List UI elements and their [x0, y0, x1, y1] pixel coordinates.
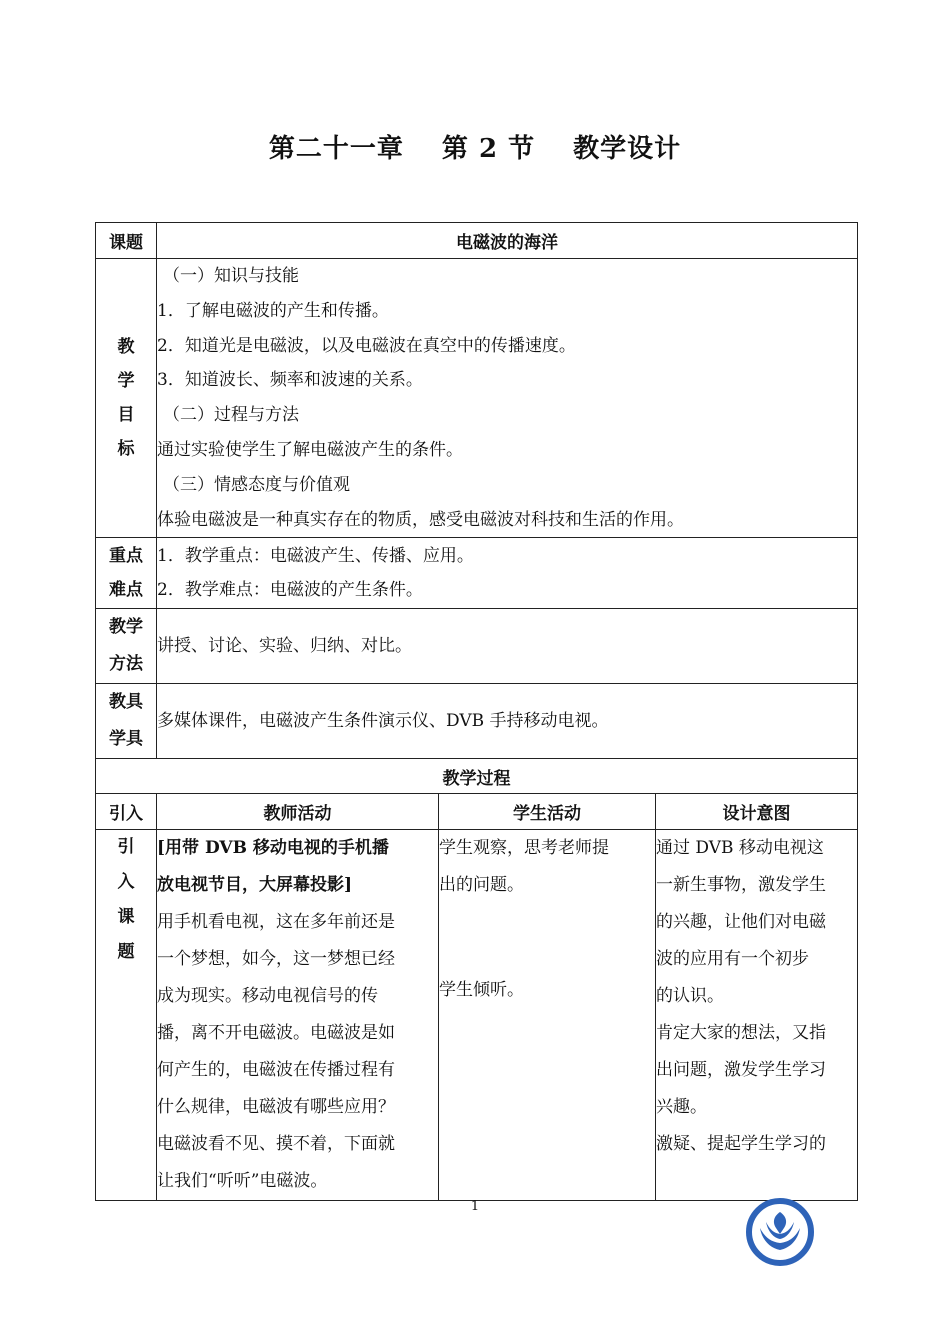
title-chapter: 第二十一章 — [268, 134, 404, 164]
objectives-label: 教 学 目 标 — [96, 259, 157, 538]
student-line — [439, 904, 655, 941]
topic-label: 课题 — [96, 223, 157, 259]
process-heading-row — [96, 759, 858, 794]
intro-label: 引 入 课 题 — [96, 830, 157, 1201]
teacher-line: 什么规律，电磁波有哪些应用？ — [157, 1097, 395, 1118]
keypoint-line: 1．教学重点：电磁波产生、传播、应用。 — [157, 545, 474, 566]
teacher-line: 何产生的，电磁波在传播过程有 — [157, 1060, 395, 1081]
methods-label: 教学 方法 — [96, 609, 157, 684]
process-heading: 教学过程 — [96, 759, 858, 794]
col-header-intro: 引入 — [96, 794, 157, 830]
objectives-content — [157, 259, 858, 538]
student-activity — [439, 830, 656, 1201]
student-line — [439, 941, 655, 972]
objective-line: 1．了解电磁波的产生和传播。 — [157, 300, 389, 321]
objectives-row — [96, 259, 858, 538]
intent-line: 兴趣。 — [656, 1097, 707, 1118]
page-title — [0, 128, 950, 165]
intent-line: 的兴趣，让他们对电磁 — [656, 912, 826, 933]
objective-line: 通过实验使学生了解电磁波产生的条件。 — [157, 439, 463, 460]
objective-line: 3．知道波长、频率和波速的关系。 — [157, 370, 423, 391]
student-line: 出的问题。 — [439, 875, 524, 896]
intent-line: 的认识。 — [656, 986, 724, 1007]
intent-line: 一新生事物，激发学生 — [656, 875, 826, 896]
school-logo-icon — [746, 1198, 814, 1266]
tools-label: 教具 学具 — [96, 684, 157, 759]
col-header-student: 学生活动 — [439, 794, 656, 830]
title-section: 第 2 节 — [441, 134, 536, 164]
intent-line: 肯定大家的想法，又指 — [656, 1023, 826, 1044]
intent-line: 通过 DVB 移动电视这 — [656, 838, 824, 859]
objective-line: （三）情感态度与价值观 — [163, 474, 350, 495]
page-number: 1 — [470, 1199, 480, 1214]
tools-value: 多媒体课件，电磁波产生条件演示仪、DVB 手持移动电视。 — [157, 684, 858, 759]
col-header-intent: 设计意图 — [656, 794, 858, 830]
teacher-line: 让我们“听听”电磁波。 — [157, 1171, 328, 1192]
design-intent — [656, 830, 858, 1201]
teacher-line: 电磁波看不见、摸不着，下面就 — [157, 1134, 395, 1155]
lesson-table — [95, 222, 858, 1201]
teacher-activity — [157, 830, 439, 1201]
keypoints-row — [96, 538, 858, 609]
tools-row — [96, 684, 858, 759]
keypoints-content — [157, 538, 858, 609]
intro-row — [96, 830, 858, 1201]
student-line: 学生倾听。 — [439, 980, 524, 1001]
student-line: 学生观察，思考老师提 — [439, 838, 609, 859]
teacher-stage-note: 放电视节目，大屏幕投影] — [157, 875, 353, 896]
teacher-line: 成为现实。移动电视信号的传 — [157, 986, 378, 1007]
col-header-teacher: 教师活动 — [157, 794, 439, 830]
methods-row — [96, 609, 858, 684]
intent-line: 激疑、提起学生学习的 — [656, 1134, 826, 1155]
process-columns-row — [96, 794, 858, 830]
teacher-stage-note: [用带 DVB 移动电视的手机播 — [157, 838, 389, 859]
objective-line: 2．知道光是电磁波，以及电磁波在真空中的传播速度。 — [157, 335, 576, 356]
objective-line: （二）过程与方法 — [163, 405, 299, 426]
intent-line: 出问题，激发学生学习 — [656, 1060, 826, 1081]
teacher-line: 用手机看电视，这在多年前还是 — [157, 912, 395, 933]
methods-value: 讲授、讨论、实验、归纳、对比。 — [157, 609, 858, 684]
title-kind: 教学设计 — [573, 134, 682, 164]
intent-line: 波的应用有一个初步 — [656, 949, 809, 970]
objective-line: 体验电磁波是一种真实存在的物质，感受电磁波对科技和生活的作用。 — [157, 509, 684, 530]
teacher-line: 一个梦想，如今，这一梦想已经 — [157, 949, 395, 970]
keypoint-line: 2．教学难点：电磁波的产生条件。 — [157, 580, 423, 601]
keypoints-label: 重点 难点 — [96, 538, 157, 609]
objective-line: （一）知识与技能 — [163, 266, 299, 286]
teacher-line: 播，离不开电磁波。电磁波是如 — [157, 1023, 395, 1044]
topic-row — [96, 223, 858, 259]
topic-value: 电磁波的海洋 — [157, 223, 858, 259]
